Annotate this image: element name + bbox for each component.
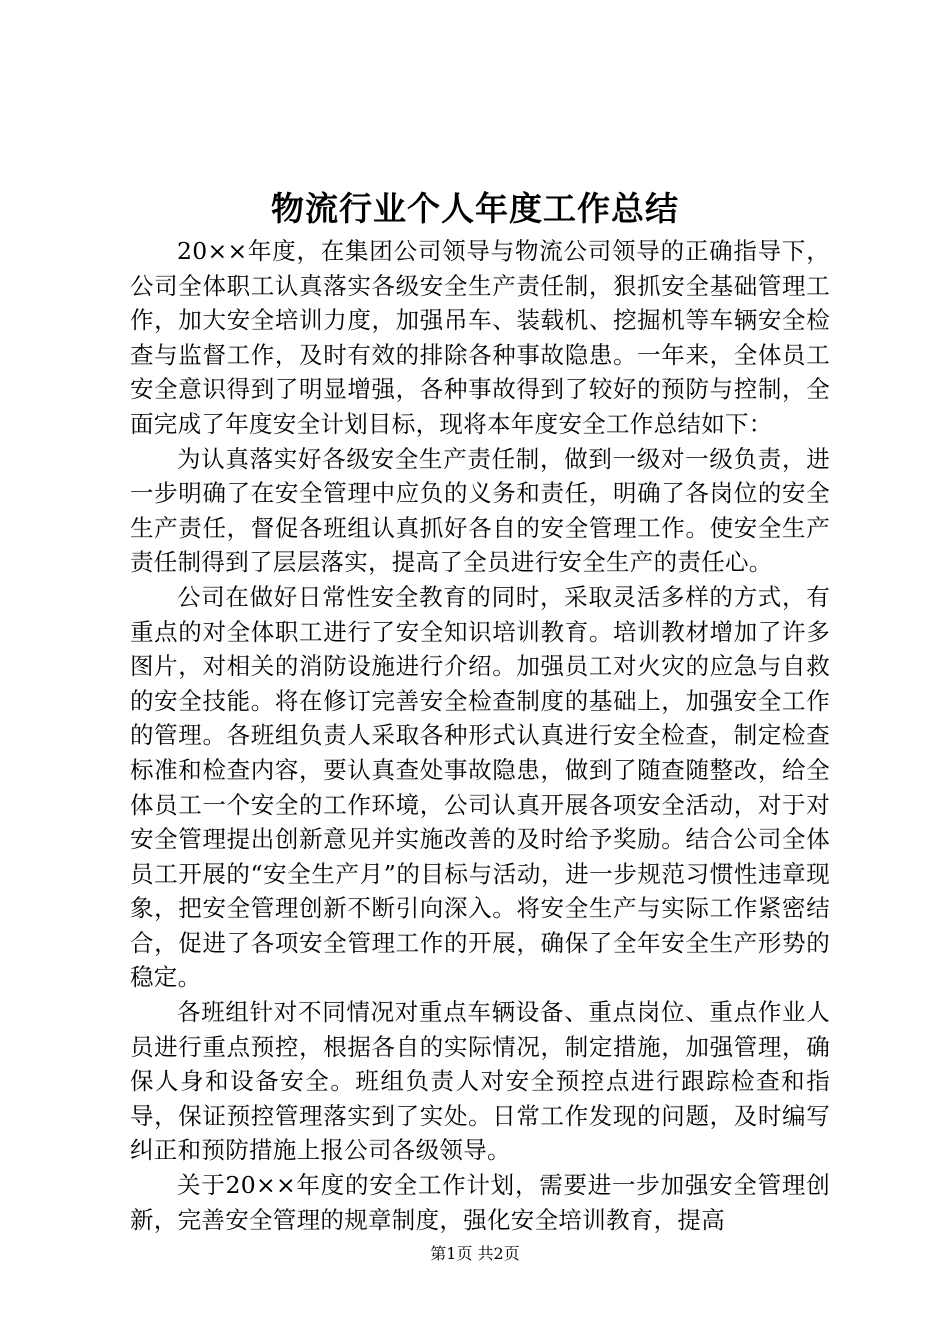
paragraph-responsibility: 为认真落实好各级安全生产责任制，做到一级对一级负责，进一步明确了在安全管理中应负的义务和责任，明确了各岗位的安全生产责任，督促各班组认真抓好各自的安全管理工作。使安全生产责任制得到了层层落实，提高了全员进行安全生产的责任心。: [130, 444, 830, 577]
paragraph-prevention: 各班组针对不同情况对重点车辆设备、重点岗位、重点作业人员进行重点预控，根据各自的实际情况，制定措施，加强管理，确保人身和设备安全。班组负责人对安全预控点进行跟踪检查和指导，保证预控管理落实到了实处。日常工作发现的问题，及时编写纠正和预防措施上报公司各级领导。: [130, 998, 830, 1165]
paragraph-plan: 关于20××年度的安全工作计划，需要进一步加强安全管理创新，完善安全管理的规章制度，强化安全培训教育，提高: [130, 1171, 830, 1234]
page-footer: 第1页 共2页: [430, 1244, 520, 1263]
paragraph-intro: 20××年度，在集团公司领导与物流公司领导的正确指导下，公司全体职工认真落实各级安全生产责任制，狠抓安全基础管理工作，加大安全培训力度，加强吊车、装载机、挖掘机等车辆安全检查与监督工作，及时有效的排除各种事故隐患。一年来，全体员工安全意识得到了明显增强，各种事故得到了较好的预防与控制，全面完成了年度安全计划目标，现将本年度安全工作总结如下：: [130, 237, 830, 438]
paragraph-training: 公司在做好日常性安全教育的同时，采取灵活多样的方式，有重点的对全体职工进行了安全知识培训教育。培训教材增加了许多图片，对相关的消防设施进行介绍。加强员工对火灾的应急与自救的安全技能。将在修订完善安全检查制度的基础上，加强安全工作的管理。各班组负责人采取各种形式认真进行安全检查，制定检查标准和检查内容，要认真查处事故隐患，做到了随查随整改，给全体员工一个安全的工作环境，公司认真开展各项安全活动，对于对安全管理提出创新意见并实施改善的及时给予奖励。结合公司全体员工开展的“安全生产月”的目标与活动，进一步规范习惯性违章现象，把安全管理创新不断引向深入。将安全生产与实际工作紧密结合，促进了各项安全管理工作的开展，确保了全年安全生产形势的稳定。: [130, 582, 830, 992]
document-title: 物流行业个人年度工作总结: [271, 189, 679, 228]
document-body: [130, 234, 830, 1237]
